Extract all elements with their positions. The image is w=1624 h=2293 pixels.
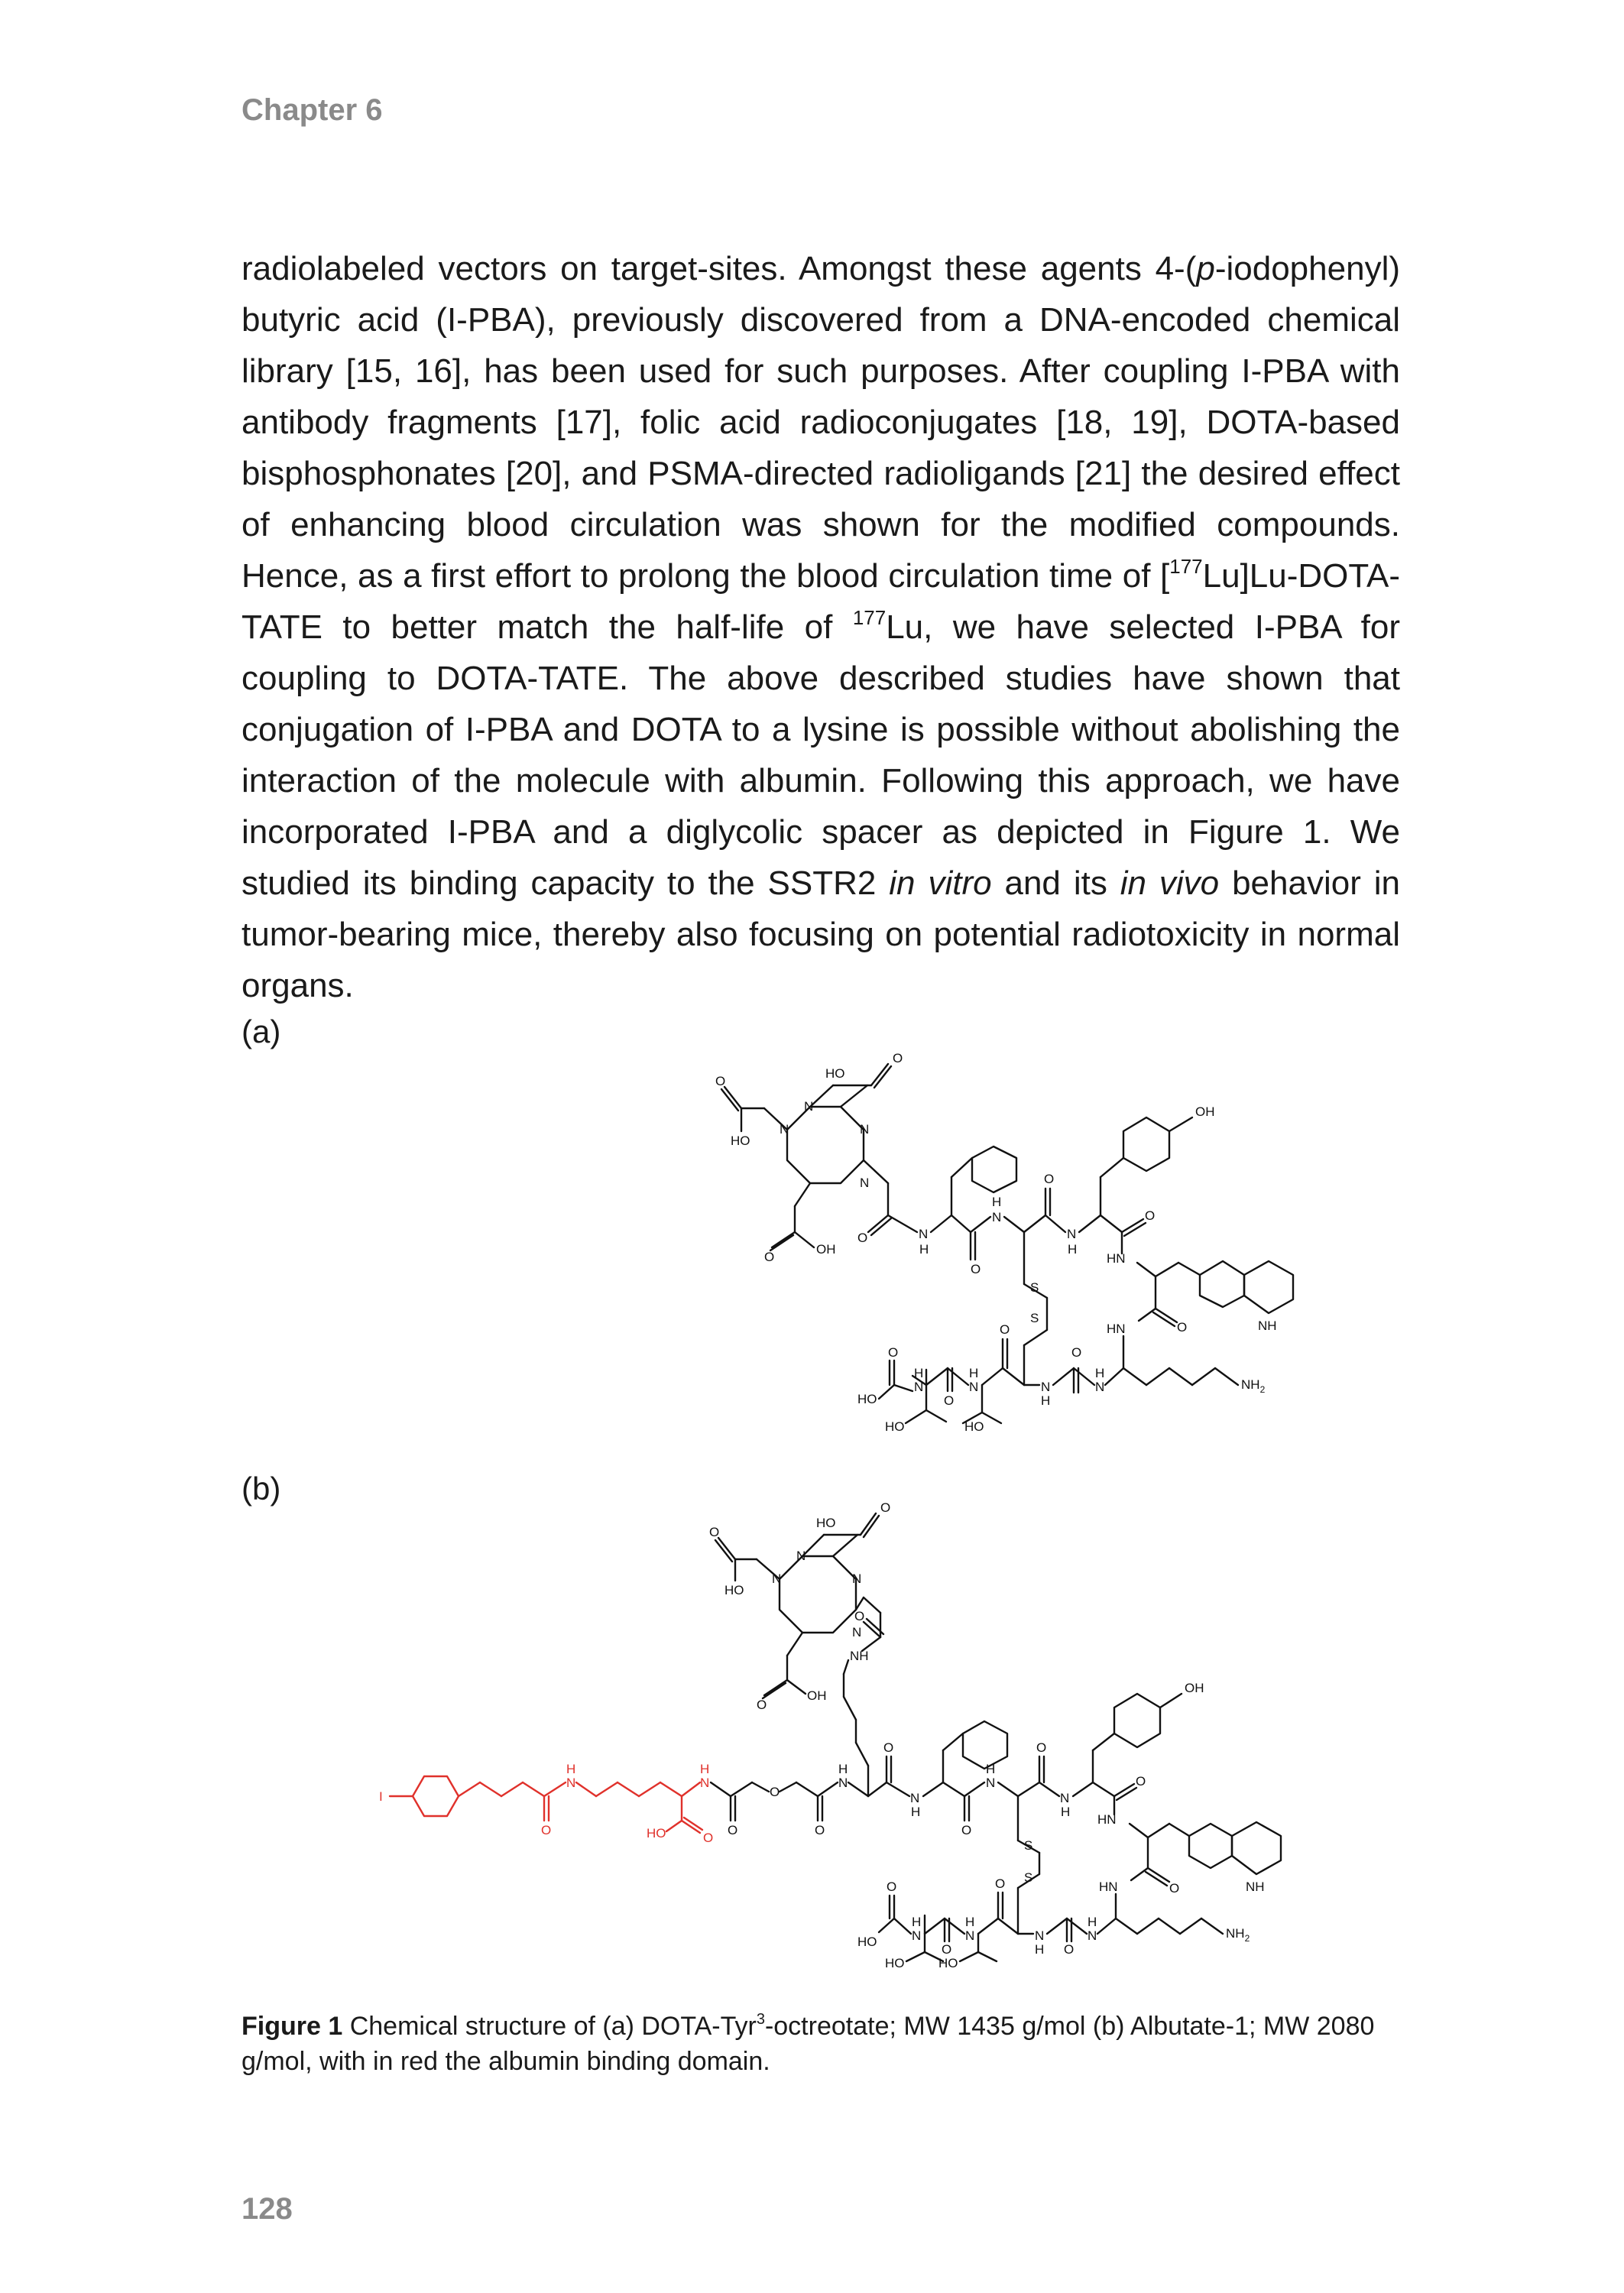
caption-label: Figure 1 bbox=[241, 2012, 343, 2041]
atom: N bbox=[1041, 1380, 1051, 1394]
atom: N bbox=[992, 1210, 1002, 1224]
atom: HN bbox=[1107, 1251, 1126, 1266]
atom: N bbox=[1088, 1928, 1097, 1943]
atom: N bbox=[1067, 1227, 1077, 1241]
text-run: Lu, we have selected I-PBA for coupling to DOTA-TATE. The above described studies have shown that conjugation of I-PBA and DOTA to a lysine is possible without abolishing the interaction of the molecule with albumin. Following this approach, we have incorporated I-PBA and a diglycolic spacer as depicted in Figure 1. We studied its binding capacity to the SSTR2 bbox=[241, 608, 1401, 902]
atom: O bbox=[1177, 1320, 1188, 1335]
atom: H bbox=[1035, 1942, 1045, 1957]
atom: HO bbox=[857, 1392, 877, 1406]
caption-superscript: 3 bbox=[756, 2011, 765, 2028]
atom: H bbox=[1088, 1915, 1097, 1929]
trp-ring-fused bbox=[1232, 1822, 1281, 1874]
albumin-binding-domain-atoms bbox=[379, 1762, 713, 1845]
atom: HO bbox=[885, 1419, 905, 1434]
trp-ring bbox=[1200, 1261, 1244, 1307]
atom: O bbox=[770, 1785, 780, 1799]
atom: O bbox=[893, 1051, 903, 1065]
tyr-ring bbox=[1123, 1117, 1169, 1171]
atom: O bbox=[1071, 1345, 1082, 1360]
atom: OH bbox=[1185, 1681, 1204, 1695]
atom: N bbox=[700, 1776, 710, 1790]
atom: O bbox=[815, 1823, 825, 1837]
atom: O bbox=[942, 1942, 952, 1957]
atom: S bbox=[1030, 1280, 1039, 1295]
structure-b-atoms bbox=[709, 1500, 1265, 1970]
atom: HN bbox=[1097, 1812, 1117, 1827]
figure-caption bbox=[241, 2009, 1400, 2079]
panel-label-b: (b) bbox=[241, 1471, 281, 1507]
atom: O bbox=[961, 1823, 972, 1837]
atom: OH bbox=[816, 1242, 836, 1257]
atom: H bbox=[1095, 1366, 1105, 1380]
atom: N bbox=[852, 1625, 862, 1639]
phe-ring bbox=[963, 1721, 1007, 1769]
atom: N bbox=[804, 1099, 814, 1114]
atom-iodine: I bbox=[379, 1789, 383, 1804]
atom: N bbox=[796, 1549, 806, 1563]
italic-run: p bbox=[1196, 250, 1215, 287]
atom: N bbox=[1060, 1791, 1070, 1805]
atom: N bbox=[969, 1380, 979, 1394]
atom: H bbox=[912, 1915, 922, 1929]
atom: O bbox=[887, 1879, 897, 1894]
atom: H bbox=[986, 1762, 996, 1776]
atom: N bbox=[965, 1928, 975, 1943]
trp-ring-fused bbox=[1244, 1261, 1293, 1313]
atom: NH bbox=[850, 1649, 869, 1663]
atom-subscript: 2 bbox=[1244, 1933, 1250, 1944]
structure-a bbox=[688, 1032, 1330, 1434]
atom: H bbox=[1041, 1393, 1051, 1408]
atom: O bbox=[944, 1393, 955, 1408]
running-head: Chapter 6 bbox=[241, 93, 383, 127]
atom: O bbox=[857, 1231, 868, 1245]
atom: O bbox=[764, 1250, 775, 1264]
iodophenyl-ring bbox=[413, 1776, 459, 1816]
atom: HN bbox=[1099, 1879, 1118, 1894]
atom: O bbox=[888, 1345, 899, 1360]
atom: H bbox=[911, 1805, 921, 1819]
atom: NH bbox=[1246, 1879, 1265, 1894]
atom: S bbox=[1024, 1870, 1033, 1885]
atom: NH bbox=[1258, 1318, 1277, 1333]
structure-b-bonds bbox=[711, 1513, 1281, 1961]
atom: H bbox=[919, 1242, 929, 1257]
text-run: -iodophenyl) butyric acid (I-PBA), previously discovered from a DNA-encoded chemical library [15, 16], has been used for such purposes. After coupling I-PBA with antibody fragments [17], folic acid radioconjugates [18, 19], DOTA-based bisphosphonates [20], and PSMA-directed radioligands [21] the desired effect of enhancing blood circulation was shown for the modified compounds. Hence, as a first effort to prolong the blood circulation time of [ bbox=[241, 250, 1400, 595]
atom: O bbox=[1036, 1740, 1047, 1755]
text-run: behavior in tumor-bearing mice, thereby also focusing on potential radiotoxicity in normal organs. bbox=[241, 864, 1401, 1004]
atom-label: NH bbox=[1226, 1926, 1245, 1941]
atom: O bbox=[1000, 1322, 1010, 1337]
atom: N bbox=[912, 1928, 922, 1943]
atom: H bbox=[838, 1762, 848, 1776]
atom: HO bbox=[731, 1134, 750, 1148]
atom: H bbox=[992, 1195, 1002, 1209]
atom: OH bbox=[1195, 1104, 1215, 1119]
atom: O bbox=[1064, 1942, 1075, 1957]
caption-text: Chemical structure of (a) DOTA-Tyr bbox=[342, 2012, 757, 2041]
atom: O bbox=[728, 1823, 738, 1837]
atom: S bbox=[1024, 1838, 1033, 1853]
atom: O bbox=[1145, 1208, 1156, 1223]
text-run: and its bbox=[991, 864, 1120, 902]
atom: O bbox=[1169, 1881, 1180, 1896]
atom: O bbox=[1044, 1172, 1055, 1186]
atom: O bbox=[880, 1500, 891, 1515]
atom: N bbox=[919, 1227, 929, 1241]
atom: H bbox=[1061, 1805, 1071, 1819]
atom: HO bbox=[857, 1935, 877, 1949]
atom: HO bbox=[964, 1419, 984, 1434]
superscript: 177 bbox=[1169, 555, 1203, 578]
atom: HO bbox=[724, 1583, 744, 1597]
atom: O bbox=[854, 1609, 865, 1623]
atom: N bbox=[986, 1776, 996, 1790]
phe-ring bbox=[972, 1146, 1016, 1192]
trp-ring bbox=[1189, 1824, 1232, 1868]
atom: O bbox=[1136, 1774, 1146, 1789]
atom: S bbox=[1030, 1311, 1039, 1325]
atom: N bbox=[860, 1122, 870, 1137]
atom: O bbox=[995, 1876, 1006, 1891]
atom: N bbox=[914, 1380, 924, 1394]
atom: N bbox=[838, 1776, 848, 1790]
atom: N bbox=[1095, 1380, 1105, 1394]
structure-a-atoms bbox=[715, 1051, 1277, 1434]
atom: N bbox=[852, 1571, 862, 1586]
atom: N bbox=[780, 1122, 789, 1137]
atom-label: NH bbox=[1241, 1377, 1260, 1392]
atom: N bbox=[1035, 1928, 1045, 1943]
atom: O bbox=[757, 1698, 767, 1712]
page-number: 128 bbox=[241, 2192, 293, 2226]
italic-run: in vivo bbox=[1120, 864, 1220, 902]
text-run: Lu]Lu-DOTA-TATE to better match the half-life of bbox=[241, 557, 1400, 646]
atom bbox=[1226, 1926, 1250, 1944]
caption-text: -octreotate; MW 1435 g/mol (b) Albutate-1; MW 2080 g/mol, with in red the albumin binding domain. bbox=[241, 2012, 1375, 2076]
superscript: 177 bbox=[852, 606, 887, 629]
dota-macrocycle bbox=[787, 1107, 864, 1183]
atom: O bbox=[703, 1831, 714, 1845]
atom-subscript: 2 bbox=[1259, 1384, 1266, 1395]
atom: HO bbox=[816, 1516, 836, 1530]
atom: N bbox=[910, 1791, 920, 1805]
atom: O bbox=[715, 1074, 726, 1088]
atom: HO bbox=[647, 1826, 666, 1841]
atom: H bbox=[969, 1366, 979, 1380]
atom: H bbox=[700, 1762, 710, 1776]
atom bbox=[1241, 1377, 1266, 1395]
atom: N bbox=[860, 1176, 870, 1190]
atom: H bbox=[566, 1762, 576, 1776]
atom: O bbox=[883, 1740, 894, 1755]
structure-b bbox=[359, 1490, 1337, 1970]
atom: O bbox=[971, 1262, 981, 1276]
panel-label-a: (a) bbox=[241, 1014, 281, 1049]
atom: OH bbox=[807, 1688, 827, 1703]
dota-macrocycle bbox=[780, 1556, 856, 1633]
atom: HN bbox=[1107, 1322, 1126, 1336]
atom: HO bbox=[938, 1956, 958, 1970]
italic-run: in vitro bbox=[889, 864, 992, 902]
atom: O bbox=[541, 1823, 552, 1837]
tyr-ring bbox=[1114, 1694, 1160, 1747]
atom: O bbox=[709, 1525, 720, 1539]
atom: N bbox=[772, 1571, 782, 1586]
atom: HO bbox=[885, 1956, 905, 1970]
text-run: radiolabeled vectors on target-sites. Amongst these agents 4-( bbox=[241, 250, 1197, 287]
atom: H bbox=[965, 1915, 975, 1929]
atom: N bbox=[566, 1776, 576, 1790]
body-paragraph bbox=[241, 243, 1400, 1011]
atom: H bbox=[914, 1366, 924, 1380]
atom: H bbox=[1068, 1242, 1078, 1257]
atom: HO bbox=[825, 1066, 845, 1081]
